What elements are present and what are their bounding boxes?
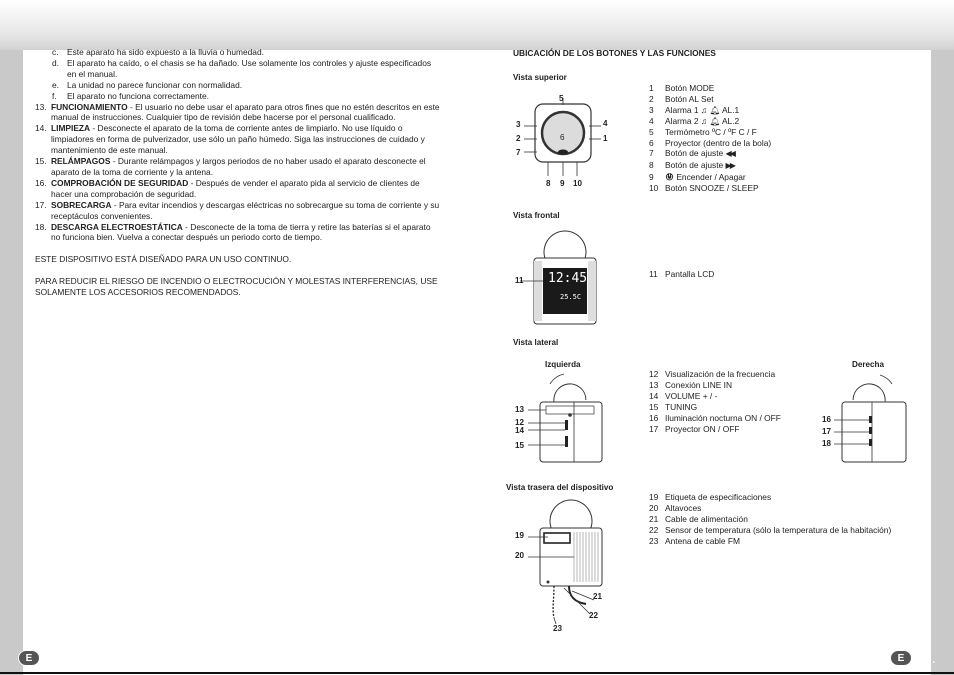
view-label-front: Vista frontal	[513, 211, 560, 220]
continuous-use-note: ESTE DISPOSITIVO ESTÁ DISEÑADO PARA UN USO CONTINUO.	[35, 254, 292, 265]
legend-item: 21 Cable de alimentación	[649, 513, 748, 524]
legend-item: 16 Iluminación nocturna ON / OFF	[649, 412, 781, 423]
callout-9: 9	[560, 179, 565, 188]
music-note-icon: ♫	[700, 115, 708, 126]
legend-item: 12 Visualización de la frecuencia	[649, 369, 776, 379]
legend-item: 20 Altavoces	[649, 502, 702, 513]
left-side-diagram	[524, 370, 614, 470]
list-item: 13. FUNCIONAMIENTO - El usuario no debe usar el aparato para otros fines que no estén descritos en este manual de instrucciones. Cualquier tipo de revisión debe hacerse por el personal cualificado.	[35, 101, 440, 123]
callout-2: 2	[516, 134, 521, 143]
music-note-icon: ♫	[700, 104, 708, 115]
legend-item: 23 Antena de cable FM	[649, 535, 740, 546]
list-item: f. El aparato no funciona correctamente.	[52, 90, 209, 101]
callout-14: 14	[515, 426, 525, 435]
page-number-text: 55.	[915, 649, 936, 667]
callout-21: 21	[593, 592, 603, 601]
callout-8: 8	[546, 179, 551, 188]
left-margin-bar	[0, 50, 23, 675]
right-side-diagram	[820, 370, 915, 470]
legend-item: 2 Botón AL Set	[649, 93, 714, 104]
safety-instructions	[35, 47, 440, 298]
language-badge: E	[18, 650, 40, 666]
legend-side-view	[649, 369, 781, 434]
callout-1: 1	[603, 134, 608, 143]
page-number-right	[890, 646, 936, 670]
callout-7: 7	[516, 148, 521, 157]
header-bar	[0, 0, 954, 50]
section-title: UBICACIÓN DE LOS BOTONES Y LAS FUNCIONES	[513, 48, 716, 58]
view-label-right: Derecha	[852, 360, 884, 369]
callout-5: 5	[559, 94, 564, 103]
language-badge: E	[890, 650, 912, 666]
legend-top-view	[649, 83, 771, 194]
list-item: e. La unidad no parece funcionar con normalidad.	[52, 79, 243, 90]
legend-item: 3 Alarma 1 ♫ 🔔︎ AL.1	[649, 104, 740, 115]
callout-22: 22	[589, 611, 599, 620]
list-item: d. El aparato ha caído, o el chasis se ha dañado. Use solamente los controles y ajuste especificados en el manual.	[52, 57, 432, 79]
top-view-diagram	[515, 90, 615, 190]
legend-item: 17 Proyector ON / OFF	[649, 423, 740, 434]
back-view-diagram	[524, 496, 624, 636]
legend-item: 4 Alarma 2 ♫ 🔔︎ AL.2	[649, 115, 740, 126]
callout-17: 17	[822, 427, 832, 436]
accessories-warning: PARA REDUCIR EL RIESGO DE INCENDIO O ELECTROCUCIÓN Y MOLESTAS INTERFERENCIAS, USE SOLAMENTE LOS ACCESORIOS RECOMENDADOS.	[35, 276, 438, 298]
page-number-left	[18, 646, 64, 670]
legend-item: 22 Sensor de temperatura (sólo la temperatura de la habitación)	[649, 524, 892, 535]
lcd-time: 12:45	[548, 271, 588, 286]
list-item: 15. RELÁMPAGOS - Durante relámpagos y largos periodos de no haber usado el aparato desconecte el aparato de la toma de corriente y la antena.	[35, 156, 426, 177]
footer-line	[0, 672, 954, 674]
legend-item: 14 VOLUME + / -	[649, 390, 718, 401]
rewind-icon: ◀◀	[725, 149, 734, 159]
legend-back-view	[649, 492, 891, 547]
legend-item: 19 Etiqueta de especificaciones	[649, 492, 772, 502]
bell-icon: 🔔︎	[709, 104, 721, 115]
callout-13: 13	[515, 405, 525, 414]
callout-11: 11	[515, 276, 524, 285]
callout-20: 20	[515, 551, 525, 560]
power-icon	[665, 172, 674, 181]
callout-15: 15	[515, 441, 525, 450]
view-label-left: Izquierda	[545, 360, 581, 369]
right-margin-bar	[931, 50, 954, 675]
callout-23: 23	[553, 624, 563, 633]
legend-item: 9 Encender / Apagar	[649, 172, 746, 183]
callout-4: 4	[603, 119, 608, 128]
lcd-temperature: 25.5C	[560, 293, 582, 301]
list-item: c. Este aparato ha sido expuesto a la lluvia o humedad.	[52, 47, 264, 57]
callout-6: 6	[560, 133, 565, 142]
bell-icon: 🔔︎	[709, 115, 721, 126]
view-label-back: Vista trasera del dispositivo	[506, 483, 614, 492]
view-label-side: Vista lateral	[513, 338, 559, 347]
legend-item: 15 TUNING	[649, 401, 698, 412]
callout-3: 3	[516, 120, 521, 129]
legend-front-view	[649, 269, 714, 280]
legend-item: 7 Botón de ajuste ◀◀	[649, 148, 734, 159]
legend-item: 11 Pantalla LCD	[649, 269, 715, 279]
legend-item: 8 Botón de ajuste ▶▶	[649, 160, 734, 171]
list-item: 17. SOBRECARGA - Para evitar incendios y descargas eléctricas no sobrecargue su toma de corriente y su receptáculos convenientes.	[35, 199, 440, 221]
legend-item: 1 Botón MODE	[649, 83, 715, 93]
fast-forward-icon: ▶▶	[725, 161, 734, 171]
legend-item: 6 Proyector (dentro de la bola)	[649, 137, 772, 148]
callout-16: 16	[822, 415, 832, 424]
callout-18: 18	[822, 439, 832, 448]
view-label-top: Vista superior	[513, 73, 567, 82]
legend-item: 5 Termómetro ºC / ºF C / F	[649, 126, 757, 137]
list-item: 18. DESCARGA ELECTROESTÁTICA - Desconecte de la toma de tierra y retire las baterías si el aparato no funciona bien. Vuelva a conectar después un periodo corto de tiempo.	[35, 221, 431, 243]
legend-item: 10 Botón SNOOZE / SLEEP	[649, 183, 759, 194]
callout-12: 12	[515, 418, 525, 427]
callout-10: 10	[573, 179, 583, 188]
list-item: 16. COMPROBACIÓN DE SEGURIDAD - Después de vender el aparato pida al servicio de clientes de hacer una comprobación de seguridad.	[35, 177, 420, 199]
legend-item: 13 Conexión LINE IN	[649, 379, 733, 390]
page-number-text: 54.	[43, 649, 64, 667]
callout-19: 19	[515, 531, 525, 540]
list-item: 14. LIMPIEZA - Desconecte el aparato de la toma de corriente antes de limpiarlo. No use líquido o limpiadores en forma de pulverizador, use sólo un paño húmedo. Siga las instrucciones de cuidado y mantenimiento de este manual.	[35, 123, 425, 156]
